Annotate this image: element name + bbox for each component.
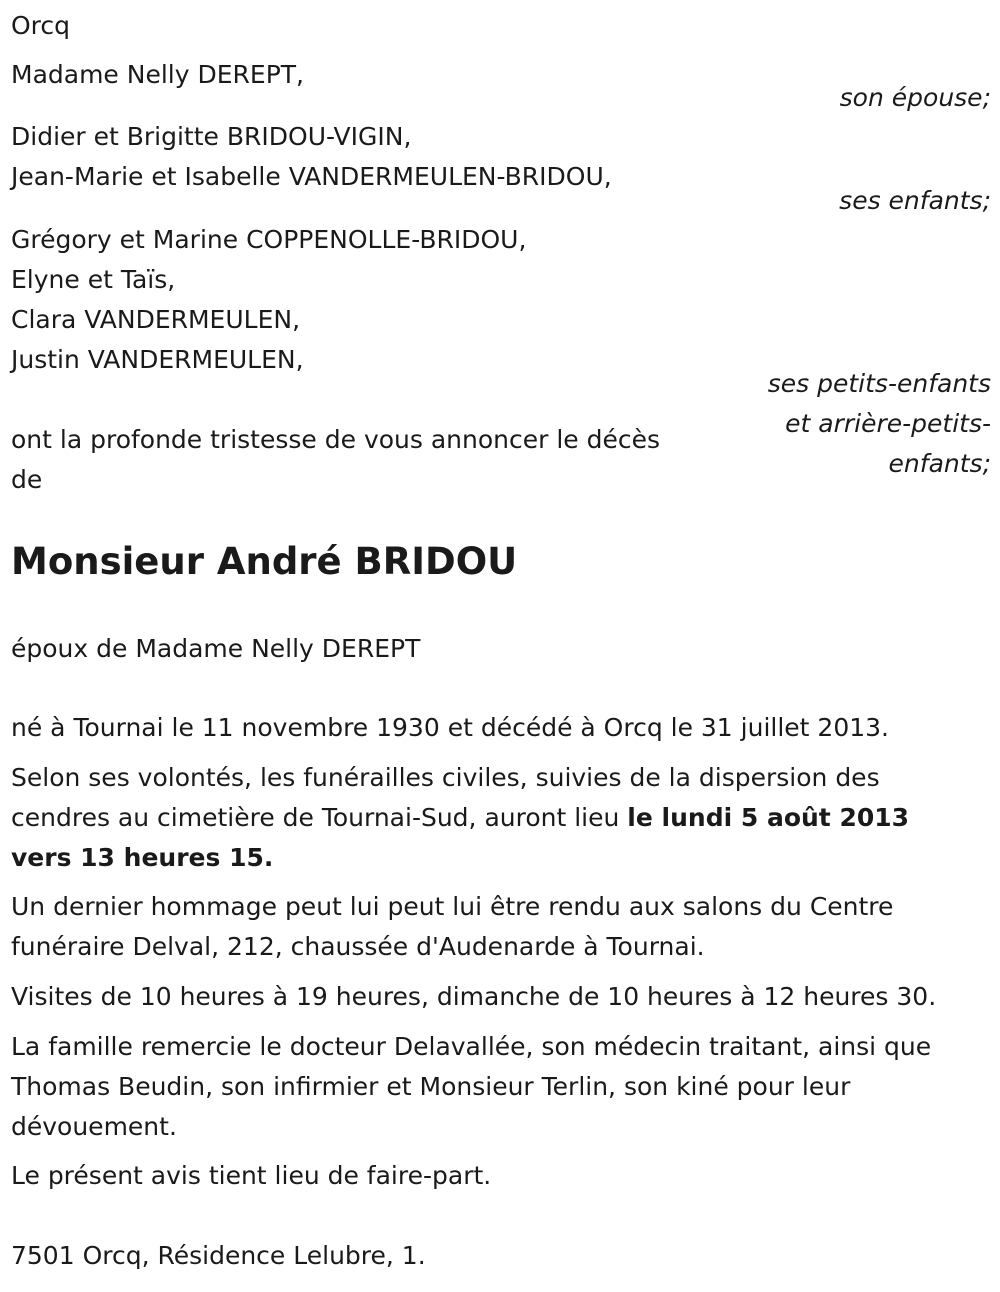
homage-line: Un dernier hommage peut lui peut lui être rendu aux salons du Centre: [11, 892, 894, 921]
birth-death: né à Tournai le 11 novembre 1930 et décédé à Orcq le 31 juillet 2013.: [11, 713, 889, 742]
grandchildren-role-line: enfants;: [888, 449, 991, 478]
funeral-line: [11, 798, 909, 838]
child-name: Jean-Marie et Isabelle VANDERMEULEN-BRIDOU,: [11, 162, 612, 191]
spouse-of: époux de Madame Nelly DEREPT: [11, 634, 421, 663]
grandchildren-role-line: ses petits-enfants: [767, 369, 991, 398]
spouse-role: son épouse;: [839, 83, 991, 112]
funeral-text: cendres au cimetière de Tournai-Sud, auront lieu: [11, 803, 628, 832]
spouse-name: Madame Nelly DEREPT,: [11, 60, 304, 89]
address: 7501 Orcq, Résidence Lelubre, 1.: [11, 1241, 426, 1270]
thanks-line: Thomas Beudin, son infirmier et Monsieur Terlin, son kiné pour leur: [11, 1072, 851, 1101]
funeral-time: [11, 838, 273, 878]
announcement-line: ont la profonde tristesse de vous annoncer le décès: [11, 425, 661, 454]
thanks-line: dévouement.: [11, 1112, 177, 1141]
grandchild-name: Elyne et Taïs,: [11, 265, 176, 294]
homage-line: funéraire Delval, 212, chaussée d'Audenarde à Tournai.: [11, 932, 705, 961]
thanks-line: La famille remercie le docteur Delavallée, son médecin traitant, ainsi que: [11, 1032, 932, 1061]
children-role: ses enfants;: [839, 186, 991, 215]
grandchild-name: Clara VANDERMEULEN,: [11, 305, 301, 334]
funeral-time-text: vers 13 heures 15.: [11, 843, 274, 872]
child-name: Didier et Brigitte BRIDOU-VIGIN,: [11, 122, 412, 151]
notice: Le présent avis tient lieu de faire-part.: [11, 1161, 492, 1190]
grandchildren-role-line: et arrière-petits-: [785, 409, 991, 438]
announcement-line: de: [11, 465, 43, 494]
visits: Visites de 10 heures à 19 heures, dimanche de 10 heures à 12 heures 30.: [11, 982, 937, 1011]
deceased-name: Monsieur André BRIDOU: [11, 540, 518, 583]
grandchild-name: Grégory et Marine COPPENOLLE-BRIDOU,: [11, 225, 527, 254]
funeral-date: le lundi 5 août 2013: [627, 803, 910, 832]
place-header: Orcq: [11, 11, 71, 40]
grandchild-name: Justin VANDERMEULEN,: [11, 345, 304, 374]
funeral-line: Selon ses volontés, les funérailles civiles, suivies de la dispersion des: [11, 763, 880, 792]
